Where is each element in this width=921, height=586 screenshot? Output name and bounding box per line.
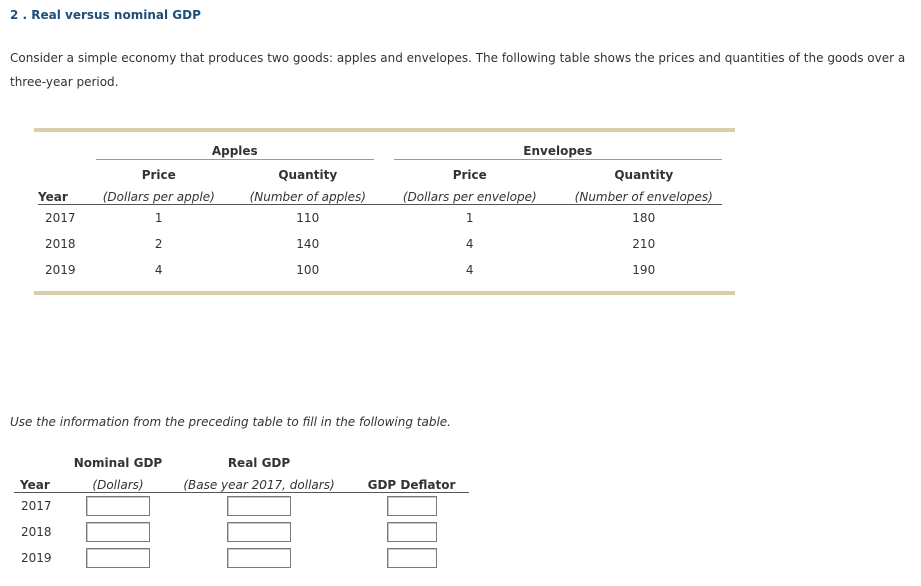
apple-quantity-cell: 140 bbox=[296, 237, 320, 251]
envelopes-group-header: Envelopes bbox=[394, 140, 722, 160]
envelope-price-cell: 4 bbox=[465, 237, 474, 251]
year-cell: 2019 bbox=[45, 263, 76, 277]
apple-quantity-unit: (Number of apples) bbox=[242, 182, 374, 205]
instruction-text: Use the information from the preceding table to fill in the following table. bbox=[10, 415, 451, 429]
apple-price-cell: 2 bbox=[154, 237, 163, 251]
envelope-quantity-cell: 180 bbox=[632, 211, 656, 225]
price-quantity-table bbox=[38, 140, 722, 283]
apple-quantity-cell: 100 bbox=[296, 263, 320, 277]
real-gdp-2018-input[interactable] bbox=[227, 522, 291, 542]
answer-year-cell: 2019 bbox=[21, 551, 52, 565]
apple-quantity-cell: 110 bbox=[296, 211, 320, 225]
year-header: Year bbox=[38, 182, 76, 205]
apple-quantity-header: Quantity bbox=[278, 168, 338, 182]
table-top-bar bbox=[34, 128, 735, 132]
question-title: 2 . Real versus nominal GDP bbox=[10, 8, 201, 22]
real-gdp-header: Real GDP bbox=[227, 456, 291, 470]
apples-group-header: Apples bbox=[76, 140, 374, 160]
nominal-gdp-2019-input[interactable] bbox=[86, 548, 150, 568]
envelope-price-header: Price bbox=[452, 168, 487, 182]
real-gdp-2017-input[interactable] bbox=[227, 496, 291, 516]
apple-price-unit: (Dollars per apple) bbox=[76, 182, 222, 205]
gdp-deflator-2018-input[interactable] bbox=[387, 522, 437, 542]
apple-price-header: Price bbox=[141, 168, 176, 182]
table-row bbox=[14, 519, 469, 545]
table-row bbox=[14, 545, 469, 571]
nominal-gdp-2017-input[interactable] bbox=[86, 496, 150, 516]
envelope-price-cell: 1 bbox=[465, 211, 474, 225]
envelope-price-cell: 4 bbox=[465, 263, 474, 277]
year-cell: 2018 bbox=[45, 237, 76, 251]
envelope-quantity-header: Quantity bbox=[614, 168, 674, 182]
answer-year-cell: 2017 bbox=[21, 499, 52, 513]
gdp-answer-table bbox=[14, 450, 469, 571]
year-cell: 2017 bbox=[45, 211, 76, 225]
gdp-deflator-header: GDP Deflator bbox=[354, 470, 469, 493]
table-row bbox=[38, 257, 722, 283]
envelope-quantity-unit: (Number of envelopes) bbox=[566, 182, 722, 205]
gdp-deflator-2019-input[interactable] bbox=[387, 548, 437, 568]
nominal-gdp-2018-input[interactable] bbox=[86, 522, 150, 542]
nominal-gdp-unit: (Dollars) bbox=[72, 470, 164, 493]
apple-price-cell: 1 bbox=[154, 211, 163, 225]
real-gdp-2019-input[interactable] bbox=[227, 548, 291, 568]
apple-price-cell: 4 bbox=[154, 263, 163, 277]
table-row bbox=[38, 231, 722, 257]
question-intro: Consider a simple economy that produces two goods: apples and envelopes. The following table shows the prices and quantities of the goods over a three-year period. bbox=[10, 51, 906, 89]
envelope-price-unit: (Dollars per envelope) bbox=[394, 182, 546, 205]
table-bottom-bar bbox=[34, 291, 735, 295]
nominal-gdp-header: Nominal GDP bbox=[73, 456, 163, 470]
table-row bbox=[14, 493, 469, 520]
real-gdp-unit: (Base year 2017, dollars) bbox=[164, 470, 354, 493]
envelope-quantity-cell: 190 bbox=[632, 263, 656, 277]
answer-year-header: Year bbox=[14, 470, 72, 493]
table-row bbox=[38, 205, 722, 232]
envelope-quantity-cell: 210 bbox=[632, 237, 656, 251]
gdp-deflator-2017-input[interactable] bbox=[387, 496, 437, 516]
answer-year-cell: 2018 bbox=[21, 525, 52, 539]
